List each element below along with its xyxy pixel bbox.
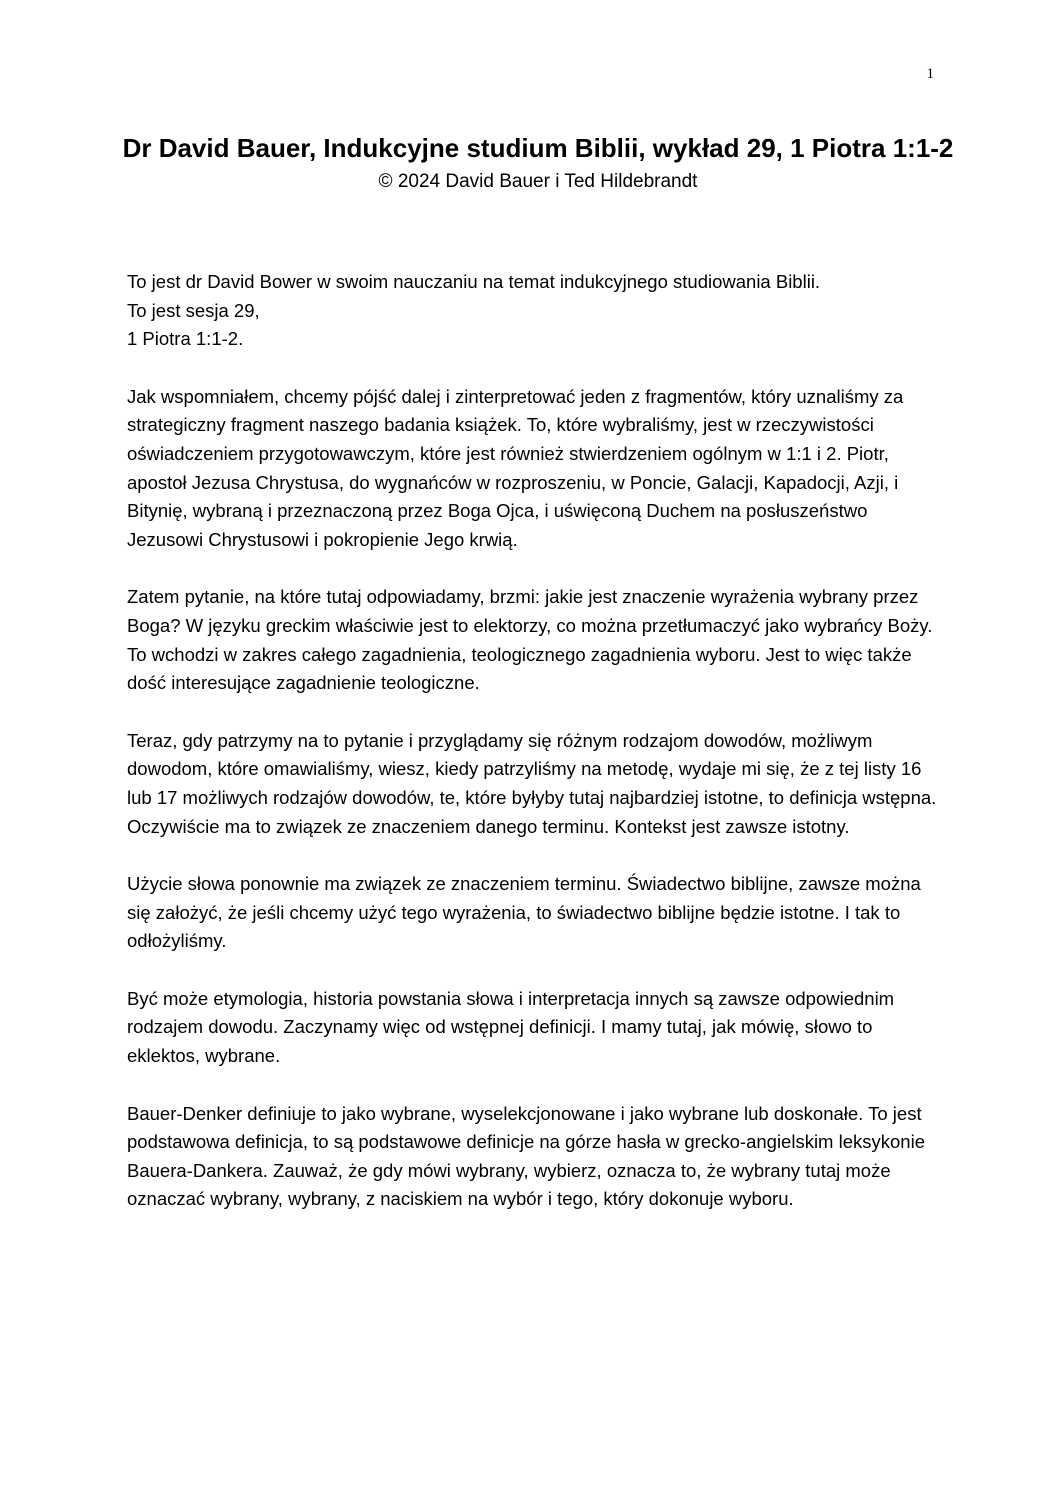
document-header bbox=[100, 130, 976, 197]
document-body bbox=[127, 268, 937, 1243]
body-paragraph-2: Zatem pytanie, na które tutaj odpowiadamy, brzmi: jakie jest znaczenie wyrażenia wybrany przez Boga? W języku greckim właściwie jest to elektorzy, co można przetłumaczyć jako wybrańcy Boży. To wchodzi w zakres całego zagadnienia, teologicznego zagadnienia wyboru. Jest to więc także dość interesujące zagadnienie teologiczne. bbox=[127, 586, 933, 694]
intro-line-2: To jest sesja 29, bbox=[127, 299, 260, 321]
copyright-notice: © 2024 David Bauer i Ted Hildebrandt bbox=[378, 171, 698, 192]
body-paragraph-3: Teraz, gdy patrzymy na to pytanie i przyglądamy się różnym rodzajom dowodów, możliwym dowodom, które omawialiśmy, wiesz, kiedy patrzyliśmy na metodę, wydaje mi się, że z tej listy 16 lub 17 możliwych rodzajów dowodów, te, które byłyby tutaj najbardziej istotne, to definicja wstępna. Oczywiście ma to związek ze znaczeniem danego terminu. Kontekst jest zawsze istotny. bbox=[127, 729, 937, 837]
body-paragraph-6: Bauer-Denker definiuje to jako wybrane, wyselekcjonowane i jako wybrane lub doskonałe. To jest podstawowa definicja, to są podstawowe definicje na górze hasła w grecko-angielskim leksykonie Bauera-Dankera. Zauważ, że gdy mówi wybrany, wybierz, oznacza to, że wybrany tutaj może oznaczać wybrany, wybrany, z naciskiem na wybór i tego, który dokonuje wyboru. bbox=[127, 1102, 925, 1210]
title-line-2: 1 Piotra 1:1-2 bbox=[790, 133, 954, 163]
body-paragraph-5: Być może etymologia, historia powstania słowa i interpretacja innych są zawsze odpowiednim rodzajem dowodu. Zaczynamy więc od wstępnej definicji. I mamy tutaj, jak mówię, słowo to eklektos, wybrane. bbox=[127, 987, 895, 1067]
intro-line-3: 1 Piotra 1:1-2. bbox=[127, 328, 244, 350]
document-title bbox=[100, 130, 976, 167]
title-line-1: Dr David Bauer, Indukcyjne studium Biblii, wykład 29, bbox=[122, 133, 783, 163]
body-paragraph-4: Użycie słowa ponownie ma związek ze znaczeniem terminu. Świadectwo biblijne, zawsze można się założyć, że jeśli chcemy użyć tego wyrażenia, to świadectwo biblijne będzie istotne. I tak to odłożyliśmy. bbox=[127, 873, 921, 952]
intro-line-1: To jest dr David Bower w swoim nauczaniu na temat indukcyjnego studiowania Biblii. bbox=[127, 271, 821, 292]
body-paragraph-1: Jak wspomniałem, chcemy pójść dalej i zinterpretować jeden z fragmentów, który uznaliśmy za strategiczny fragment naszego badania książek. To, które wybraliśmy, jest w rzeczywistości oświadczeniem przygotowawczym, które jest również stwierdzeniem ogólnym w 1:1 i 2. Piotr, apostoł Jezusa Chrystusa, do wygnańców w rozproszeniu, w Poncie, Galacji, Kapadocji, Azji, i Bitynię, wybraną i przeznaczoną przez Boga Ojca, i uświęconą Duchem na posłuszeństwo Jezusowi Chrystusowi i pokropienie Jego krwią. bbox=[127, 385, 904, 550]
page-number: 1 bbox=[926, 66, 934, 82]
intro-paragraph bbox=[127, 268, 937, 354]
